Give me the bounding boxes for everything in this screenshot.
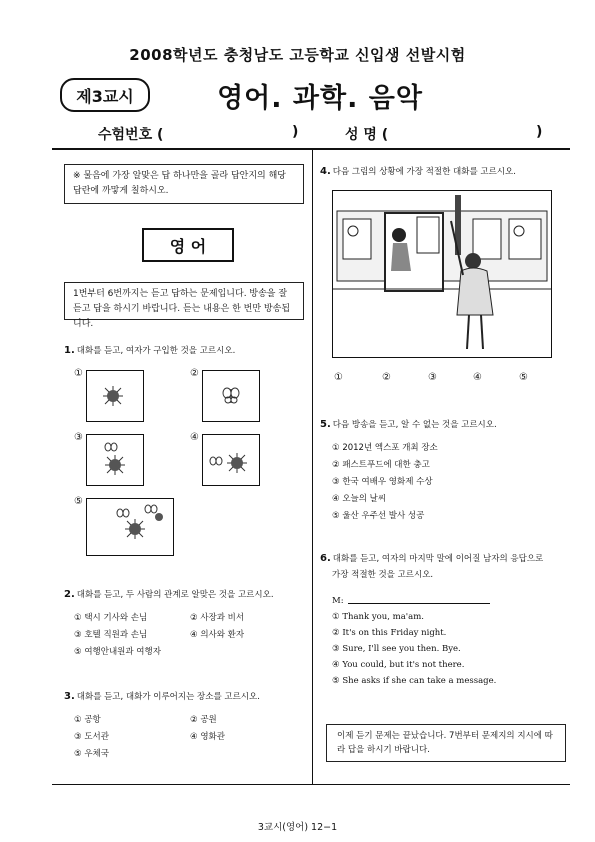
question-6-number: 6. xyxy=(320,553,331,564)
question-1-number: 1. xyxy=(64,345,75,356)
q1-label-1: ① xyxy=(74,368,83,379)
q1-picture-1 xyxy=(86,370,144,422)
q2-option-1: ① 택시 기사와 손님 xyxy=(74,613,148,623)
exam-title: 2008학년도 충청남도 고등학교 신입생 선발시험 xyxy=(129,46,466,64)
question-3-text: 대화를 듣고, 대화가 이루어지는 장소를 고르시오. xyxy=(76,692,260,702)
section-title: 영 어 xyxy=(142,228,234,262)
question-3-number: 3. xyxy=(64,691,75,702)
q2-option-2: ② 사장과 비서 xyxy=(190,613,245,623)
q3-option-1: ① 공항 xyxy=(74,715,101,725)
q4-choice-1: ① xyxy=(334,372,343,383)
q2-option-3: ③ 호텔 직원과 손님 xyxy=(74,630,148,640)
question-3 xyxy=(64,690,304,704)
subject-title: 영어. 과학. 음악 xyxy=(217,83,423,114)
q1-label-2: ② xyxy=(190,368,199,379)
q1-picture-3 xyxy=(86,434,144,486)
q1-picture-4 xyxy=(202,434,260,486)
page-footer: 3교시(영어) 12−1 xyxy=(257,822,338,833)
q6-option-3: ③ Sure, I'll see you then. Bye. xyxy=(332,644,461,654)
q6-option-2: ② It's on this Friday night. xyxy=(332,628,447,638)
sunflower-icon xyxy=(87,371,143,421)
butterfly-icon xyxy=(203,371,259,421)
train-station-scene-icon xyxy=(333,191,551,357)
header-divider xyxy=(52,148,570,150)
q6-option-1: ① Thank you, ma'am. xyxy=(332,612,424,622)
q6-answer-blank xyxy=(348,603,490,604)
question-2-text: 대화를 듣고, 두 사람의 관계로 알맞은 것을 고르시오. xyxy=(76,590,274,600)
question-6-text-line2: 가장 적절한 것을 고르시오. xyxy=(332,570,434,580)
exam-number-label: 수험번호 ( xyxy=(98,127,164,143)
sunflowers-butterflies-icon xyxy=(87,499,173,555)
question-6 xyxy=(320,552,570,566)
question-5-text: 다음 방송을 듣고, 알 수 없는 것을 고르시오. xyxy=(332,420,497,430)
q2-option-4: ④ 의사와 환자 xyxy=(190,630,245,640)
q6-option-4: ④ You could, but it's not there. xyxy=(332,660,465,670)
q3-option-3: ③ 도서관 xyxy=(74,732,109,742)
q4-scene-picture xyxy=(332,190,552,358)
q3-option-4: ④ 영화관 xyxy=(190,732,225,742)
sunflower-butterfly-icon xyxy=(87,435,143,485)
question-2 xyxy=(64,588,304,602)
question-1 xyxy=(64,344,304,358)
q5-option-1: ① 2012년 엑스포 개최 장소 xyxy=(332,443,438,453)
listening-end-note: 이제 듣기 문제는 끝났습니다. 7번부터 문제지의 지시에 따라 답을 하시기 바랍니다. xyxy=(326,724,566,762)
q1-label-5: ⑤ xyxy=(74,496,83,507)
question-5 xyxy=(320,418,565,432)
q4-choice-3: ③ xyxy=(428,372,437,383)
q5-option-4: ④ 오늘의 날씨 xyxy=(332,494,387,504)
exam-number-close: ) xyxy=(292,124,299,140)
q4-choice-4: ④ xyxy=(473,372,482,383)
instruction-notice: ※ 물음에 가장 알맞은 답 하나만을 골라 답안지의 해당 답란에 까맣게 칠하시오. xyxy=(64,164,304,204)
name-close: ) xyxy=(536,124,543,140)
q6-option-5: ⑤ She asks if she can take a message. xyxy=(332,676,497,686)
q5-option-5: ⑤ 울산 우주선 발사 성공 xyxy=(332,511,425,521)
q1-picture-5 xyxy=(86,498,174,556)
question-2-number: 2. xyxy=(64,589,75,600)
q6-m-label: M: xyxy=(332,596,344,606)
question-1-text: 대화를 듣고, 여자가 구입한 것을 고르시오. xyxy=(76,346,236,356)
name-label: 성 명 ( xyxy=(345,127,389,143)
q1-picture-2 xyxy=(202,370,260,422)
question-4-text: 다음 그림의 상황에 가장 적절한 대화를 고르시오. xyxy=(332,167,516,177)
q3-option-2: ② 공원 xyxy=(190,715,217,725)
question-4-number: 4. xyxy=(320,166,331,177)
sunflower-butterfly-icon xyxy=(203,435,259,485)
q4-choice-5: ⑤ xyxy=(519,372,528,383)
question-5-number: 5. xyxy=(320,419,331,430)
footer-divider xyxy=(52,784,570,785)
column-divider xyxy=(312,150,313,784)
q1-label-3: ③ xyxy=(74,432,83,443)
period-badge: 제3교시 xyxy=(60,78,150,112)
question-6-text-line1: 대화를 듣고, 여자의 마지막 말에 이어질 남자의 응답으로 xyxy=(332,554,544,564)
q5-option-2: ② 패스트푸드에 대한 충고 xyxy=(332,460,430,470)
q5-option-3: ③ 한국 여배우 영화제 수상 xyxy=(332,477,433,487)
q2-option-5: ⑤ 여행안내원과 여행자 xyxy=(74,647,161,657)
q4-choice-2: ② xyxy=(382,372,391,383)
question-4 xyxy=(320,165,565,179)
listening-note: 1번부터 6번까지는 듣고 답하는 문제입니다. 방송을 잘 듣고 답을 하시기 바랍니다. 듣는 내용은 한 번만 방송됩니다. xyxy=(64,282,304,320)
q3-option-5: ⑤ 우체국 xyxy=(74,749,109,759)
q1-label-4: ④ xyxy=(190,432,199,443)
